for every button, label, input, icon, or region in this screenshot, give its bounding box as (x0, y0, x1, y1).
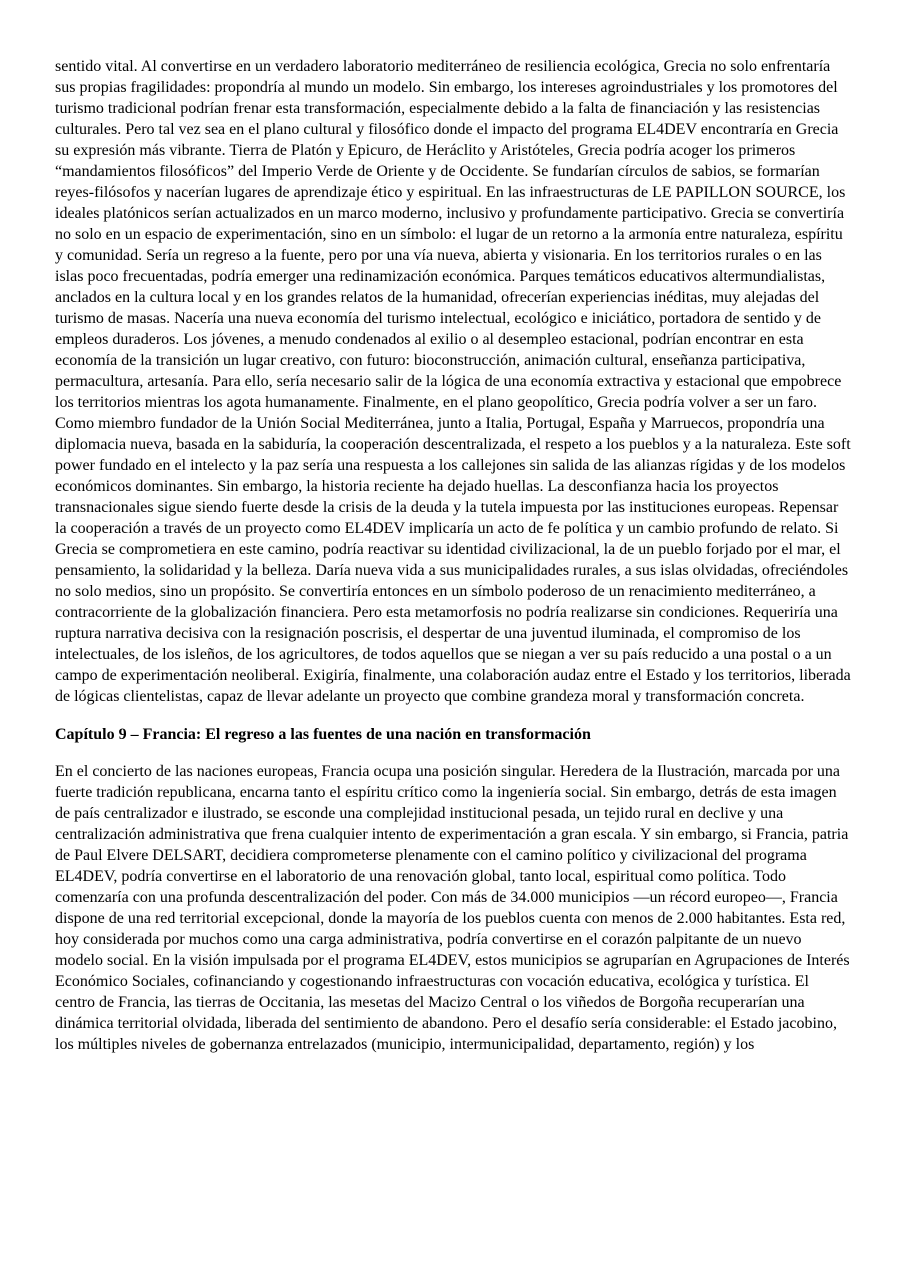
document-page (55, 56, 852, 1055)
body-paragraph-france: En el concierto de las naciones europeas, Francia ocupa una posición singular. Heredera de la Ilustración, marcada por una fuerte tradición republicana, encarna tanto el espíritu crítico como la ingeniería social. Sin embargo, detrás de esta imagen de país centralizador e ilustrado, se esconde una complejidad institucional pesada, un tejido rural en declive y una centralización administrativa que frena cualquier intento de experimentación a gran escala. Y sin embargo, si Francia, patria de Paul Elvere DELSART, decidiera comprometerse plenamente con el camino político y civilizacional del programa EL4DEV, podría convertirse en el laboratorio de una renovación global, tanto local, espiritual como política. Todo comenzaría con una profunda descentralización del poder. Con más de 34.000 municipios —un récord europeo—, Francia dispone de una red territorial excepcional, donde la mayoría de los pueblos cuenta con menos de 2.000 habitantes. Esta red, hoy considerada por muchos como una carga administrativa, podría convertirse en el corazón palpitante de un nuevo modelo social. En la visión impulsada por el programa EL4DEV, estos municipios se agruparían en Agrupaciones de Interés Económico Sociales, cofinanciando y cogestionando infraestructuras con vocación educativa, ecológica y turística. El centro de Francia, las tierras de Occitania, las mesetas del Macizo Central o los viñedos de Borgoña recuperarían una dinámica territorial olvidada, liberada del sentimiento de abandono. Pero el desafío sería considerable: el Estado jacobino, los múltiples niveles de gobernanza entrelazados (municipio, intermunicipalidad, departamento, región) y los (55, 763, 850, 1053)
chapter-heading: Capítulo 9 – Francia: El regreso a las fuentes de una nación en transformación (55, 726, 591, 743)
body-paragraph-greece: sentido vital. Al convertirse en un verdadero laboratorio mediterráneo de resiliencia ecológica, Grecia no solo enfrentaría sus propias fragilidades: propondría al mundo un modelo. Sin embargo, los intereses agroindustriales y los promotores del turismo tradicional podrían frenar esta transformación, especialmente debido a la falta de financiación y las resistencias culturales. Pero tal vez sea en el plano cultural y filosófico donde el impacto del programa EL4DEV encontraría en Grecia su expresión más vibrante. Tierra de Platón y Epicuro, de Heráclito y Aristóteles, Grecia podría acoger los primeros “mandamientos filosóficos” del Imperio Verde de Oriente y de Occidente. Se fundarían círculos de sabios, se formarían reyes-filósofos y nacerían lugares de aprendizaje ético y espiritual. En las infraestructuras de LE PAPILLON SOURCE, los ideales platónicos serían actualizados en un marco moderno, inclusivo y profundamente participativo. Grecia se convertiría no solo en un espacio de experimentación, sino en un símbolo: el lugar de un retorno a la armonía entre naturaleza, espíritu y comunidad. Sería un regreso a la fuente, pero por una vía nueva, abierta y visionaria. En los territorios rurales o en las islas poco frecuentadas, podría emerger una redinamización económica. Parques temáticos educativos altermundialistas, anclados en la cultura local y en los grandes relatos de la humanidad, ofrecerían experiencias inéditas, muy alejadas del turismo de masas. Nacería una nueva economía del turismo intelectual, ecológico e iniciático, portadora de sentido y de empleos duraderos. Los jóvenes, a menudo condenados al exilio o al desempleo estacional, podrían encontrar en esta economía de la transición un lugar creativo, con futuro: bioconstrucción, animación cultural, enseñanza participativa, permacultura, artesanía. Para ello, sería necesario salir de la lógica de una economía extractiva y estacional que empobrece los territorios mientras los agota humanamente. Finalmente, en el plano geopolítico, Grecia podría volver a ser un faro. Como miembro fundador de la Unión Social Mediterránea, junto a Italia, Portugal, España y Marruecos, propondría una diplomacia nueva, basada en la sabiduría, la cooperación descentralizada, el respeto a los pueblos y a la naturaleza. Este soft power fundado en el intelecto y la paz sería una respuesta a los callejones sin salida de las alianzas rígidas y de los modelos económicos dominantes. Sin embargo, la historia reciente ha dejado huellas. La desconfianza hacia los proyectos transnacionales sigue siendo fuerte desde la crisis de la deuda y la tutela impuesta por las instituciones europeas. Repensar la cooperación a través de un proyecto como EL4DEV implicaría un acto de fe política y un cambio profundo de relato. Si Grecia se comprometiera en este camino, podría reactivar su identidad civilizacional, la de un pueblo forjado por el mar, el pensamiento, la solidaridad y la belleza. Daría nueva vida a sus municipalidades rurales, a sus islas olvidadas, ofreciéndoles no solo medios, sino un propósito. Se convertiría entonces en un símbolo poderoso de un renacimiento mediterráneo, a contracorriente de la globalización financiera. Pero esta metamorfosis no podría realizarse sin condiciones. Requeriría una ruptura narrativa decisiva con la resignación poscrisis, el despertar de una juventud iluminada, el compromiso de los intelectuales, de los isleños, de los agricultores, de todos aquellos que se niegan a ver su país reducido a una postal o a un campo de experimentación neoliberal. Exigiría, finalmente, una colaboración audaz entre el Estado y los territorios, liberada de lógicas clientelistas, capaz de llevar adelante un proyecto que combine grandeza moral y transformación concreta. (55, 58, 851, 705)
